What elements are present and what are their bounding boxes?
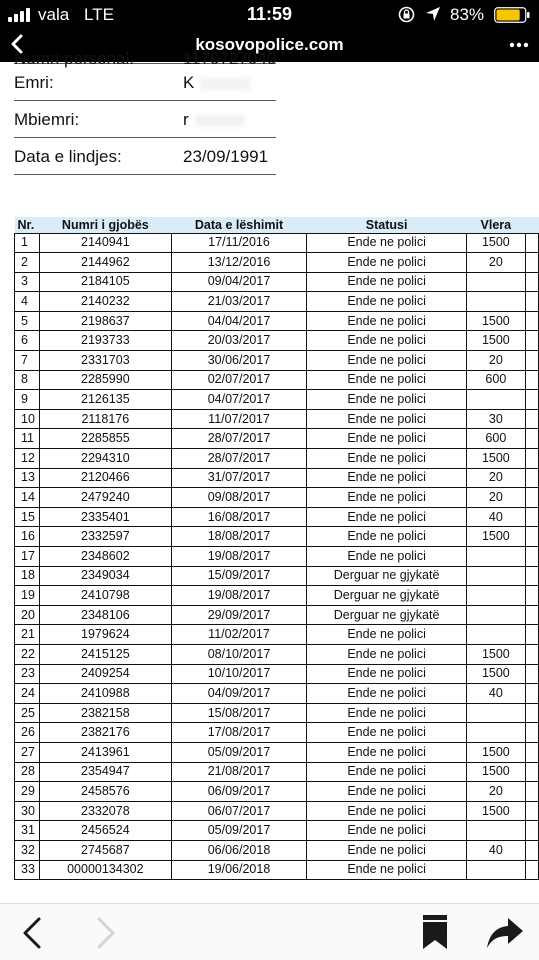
cell-nr: 3	[15, 272, 40, 292]
cell-status: Ende ne polici	[307, 840, 467, 860]
cell-amount	[467, 821, 526, 841]
cell-issue-date: 18/08/2017	[171, 527, 306, 547]
cell-nr: 13	[15, 468, 40, 488]
table-row	[15, 782, 539, 802]
cell-fine-number: 00000134302	[39, 860, 171, 880]
cell-nr: 11	[15, 429, 40, 449]
cell-issue-date: 17/08/2017	[171, 723, 306, 743]
cell-status: Ende ne polici	[307, 723, 467, 743]
birth-date-row	[14, 138, 276, 175]
cell-status: Ende ne polici	[307, 449, 467, 469]
cell-issue-date: 05/09/2017	[171, 821, 306, 841]
cell-amount	[467, 605, 526, 625]
cell-extra	[525, 605, 538, 625]
column-header-amount: Vlera	[467, 217, 526, 233]
cell-status: Ende ne polici	[307, 684, 467, 704]
cell-issue-date: 28/07/2017	[171, 429, 306, 449]
network-type: LTE	[84, 5, 114, 24]
last-name-row	[14, 101, 276, 138]
cell-extra	[525, 762, 538, 782]
table-row	[15, 429, 539, 449]
cell-issue-date: 15/08/2017	[171, 703, 306, 723]
cell-extra	[525, 566, 538, 586]
cell-nr: 12	[15, 449, 40, 469]
table-row	[15, 801, 539, 821]
cell-extra	[525, 840, 538, 860]
cell-extra	[525, 253, 538, 273]
cell-status: Ende ne polici	[307, 331, 467, 351]
cell-amount	[467, 723, 526, 743]
cell-nr: 5	[15, 311, 40, 331]
cell-issue-date: 19/08/2017	[171, 586, 306, 606]
cell-status: Ende ne polici	[307, 429, 467, 449]
bottom-toolbar	[0, 903, 539, 960]
cell-amount: 1500	[467, 311, 526, 331]
cell-issue-date: 04/04/2017	[171, 311, 306, 331]
cell-nr: 25	[15, 703, 40, 723]
cell-amount: 40	[467, 507, 526, 527]
table-row	[15, 488, 539, 508]
cell-fine-number: 2140232	[39, 292, 171, 312]
cell-extra	[525, 409, 538, 429]
cell-fine-number: 2410798	[39, 586, 171, 606]
cell-amount	[467, 860, 526, 880]
table-row	[15, 507, 539, 527]
cell-status: Ende ne polici	[307, 507, 467, 527]
table-row	[15, 566, 539, 586]
cell-status: Ende ne polici	[307, 801, 467, 821]
cell-issue-date: 15/09/2017	[171, 566, 306, 586]
table-row	[15, 860, 539, 880]
personal-number-row	[14, 49, 277, 68]
column-header-extra	[525, 217, 538, 233]
cell-fine-number: 2118176	[39, 409, 171, 429]
column-header-nr: Nr.	[15, 217, 40, 233]
battery-percent: 83%	[450, 5, 485, 24]
cell-issue-date: 31/07/2017	[171, 468, 306, 488]
cell-issue-date: 21/08/2017	[171, 762, 306, 782]
cell-extra	[525, 547, 538, 567]
url-label[interactable]: kosovopolice.com	[195, 35, 344, 54]
cell-amount: 1500	[467, 233, 526, 253]
carrier-name: vala	[38, 5, 70, 24]
cell-fine-number: 2294310	[39, 449, 171, 469]
cell-status: Ende ne polici	[307, 527, 467, 547]
cell-fine-number: 2285855	[39, 429, 171, 449]
rotation-lock-icon	[398, 6, 415, 23]
cell-fine-number: 2140941	[39, 233, 171, 253]
cell-extra	[525, 429, 538, 449]
cell-fine-number: 2409254	[39, 664, 171, 684]
cell-amount	[467, 547, 526, 567]
cell-fine-number: 2354947	[39, 762, 171, 782]
cell-status: Ende ne polici	[307, 742, 467, 762]
cell-extra	[525, 233, 538, 253]
cell-fine-number: 2285990	[39, 370, 171, 390]
battery-icon	[494, 7, 530, 23]
cell-fine-number: 2332597	[39, 527, 171, 547]
cell-issue-date: 06/09/2017	[171, 782, 306, 802]
cell-fine-number: 2458576	[39, 782, 171, 802]
cell-issue-date: 06/06/2018	[171, 840, 306, 860]
cell-status: Ende ne polici	[307, 311, 467, 331]
cell-issue-date: 04/09/2017	[171, 684, 306, 704]
cell-status: Ende ne polici	[307, 351, 467, 371]
first-name-value: K	[183, 73, 250, 93]
cell-status: Ende ne polici	[307, 762, 467, 782]
cell-extra	[525, 370, 538, 390]
table-row	[15, 742, 539, 762]
cell-extra	[525, 331, 538, 351]
cell-extra	[525, 801, 538, 821]
cell-issue-date: 20/03/2017	[171, 331, 306, 351]
cell-extra	[525, 527, 538, 547]
cell-fine-number: 2331703	[39, 351, 171, 371]
cell-status: Ende ne polici	[307, 703, 467, 723]
cell-fine-number: 2348602	[39, 547, 171, 567]
cell-status: Ende ne polici	[307, 625, 467, 645]
cell-amount: 40	[467, 684, 526, 704]
cell-amount: 1500	[467, 644, 526, 664]
cell-amount: 1500	[467, 449, 526, 469]
cell-status: Ende ne polici	[307, 664, 467, 684]
cell-extra	[525, 449, 538, 469]
cell-fine-number: 1979624	[39, 625, 171, 645]
table-row	[15, 762, 539, 782]
cell-amount: 1500	[467, 762, 526, 782]
cell-fine-number: 2415125	[39, 644, 171, 664]
cell-amount	[467, 625, 526, 645]
table-row	[15, 311, 539, 331]
cell-nr: 23	[15, 664, 40, 684]
table-row	[15, 605, 539, 625]
first-name-row	[14, 64, 276, 101]
cell-nr: 17	[15, 547, 40, 567]
cell-amount: 1500	[467, 742, 526, 762]
cell-nr: 31	[15, 821, 40, 841]
cell-issue-date: 30/06/2017	[171, 351, 306, 371]
cell-issue-date: 29/09/2017	[171, 605, 306, 625]
cell-issue-date: 04/07/2017	[171, 390, 306, 410]
personal-number-label: Numri personal:	[14, 49, 134, 68]
cell-fine-number: 2120466	[39, 468, 171, 488]
cell-issue-date: 16/08/2017	[171, 507, 306, 527]
cell-fine-number: 2479240	[39, 488, 171, 508]
cell-extra	[525, 468, 538, 488]
cell-extra	[525, 782, 538, 802]
cell-fine-number: 2349034	[39, 566, 171, 586]
cell-amount: 1500	[467, 801, 526, 821]
table-row	[15, 821, 539, 841]
table-row	[15, 409, 539, 429]
cell-extra	[525, 311, 538, 331]
cell-issue-date: 02/07/2017	[171, 370, 306, 390]
cell-issue-date: 05/09/2017	[171, 742, 306, 762]
fines-table	[14, 217, 539, 880]
cell-amount: 600	[467, 429, 526, 449]
birth-date-label: Data e lindjes:	[14, 147, 122, 166]
cell-status: Ende ne polici	[307, 547, 467, 567]
cell-nr: 4	[15, 292, 40, 312]
cell-nr: 32	[15, 840, 40, 860]
share-arrow-icon[interactable]	[486, 916, 524, 950]
cell-issue-date: 11/07/2017	[171, 409, 306, 429]
cell-amount: 20	[467, 782, 526, 802]
cell-issue-date: 10/10/2017	[171, 664, 306, 684]
cell-issue-date: 17/11/2016	[171, 233, 306, 253]
cell-status: Derguar ne gjykatë	[307, 586, 467, 606]
location-arrow-icon	[425, 6, 441, 22]
cell-amount	[467, 566, 526, 586]
cell-fine-number: 2126135	[39, 390, 171, 410]
cell-amount: 20	[467, 253, 526, 273]
cell-fine-number: 2335401	[39, 507, 171, 527]
cell-extra	[525, 507, 538, 527]
cell-nr: 28	[15, 762, 40, 782]
status-bar	[0, 0, 539, 30]
cell-issue-date: 11/02/2017	[171, 625, 306, 645]
cell-amount	[467, 586, 526, 606]
bookmark-icon[interactable]	[422, 914, 448, 950]
cell-extra	[525, 664, 538, 684]
cell-status: Ende ne polici	[307, 782, 467, 802]
cell-extra	[525, 390, 538, 410]
table-row	[15, 625, 539, 645]
table-row	[15, 703, 539, 723]
cell-status: Ende ne polici	[307, 488, 467, 508]
cell-extra	[525, 586, 538, 606]
table-row	[15, 840, 539, 860]
cell-issue-date: 19/06/2018	[171, 860, 306, 880]
cell-extra	[525, 723, 538, 743]
person-info	[14, 50, 276, 175]
column-header-fine-number: Numri i gjobës	[39, 217, 171, 233]
cell-fine-number: 2193733	[39, 331, 171, 351]
cell-nr: 33	[15, 860, 40, 880]
column-header-issue-date: Data e lëshimit	[171, 217, 306, 233]
table-row	[15, 331, 539, 351]
table-row	[15, 449, 539, 469]
cell-nr: 26	[15, 723, 40, 743]
cell-amount: 20	[467, 468, 526, 488]
cell-amount: 30	[467, 409, 526, 429]
last-name-value: r	[183, 110, 245, 130]
cell-fine-number: 2382158	[39, 703, 171, 723]
cell-fine-number: 2144962	[39, 253, 171, 273]
cell-issue-date: 06/07/2017	[171, 801, 306, 821]
table-row	[15, 468, 539, 488]
table-row	[15, 644, 539, 664]
cell-nr: 18	[15, 566, 40, 586]
cell-nr: 16	[15, 527, 40, 547]
cell-nr: 1	[15, 233, 40, 253]
cell-issue-date: 09/08/2017	[171, 488, 306, 508]
cell-fine-number: 2456524	[39, 821, 171, 841]
cell-issue-date: 28/07/2017	[171, 449, 306, 469]
cell-extra	[525, 703, 538, 723]
cell-nr: 20	[15, 605, 40, 625]
cell-status: Ende ne polici	[307, 821, 467, 841]
cell-nr: 15	[15, 507, 40, 527]
cell-amount	[467, 272, 526, 292]
cell-amount	[467, 703, 526, 723]
cell-extra	[525, 625, 538, 645]
cell-amount: 40	[467, 840, 526, 860]
cell-nr: 21	[15, 625, 40, 645]
cell-nr: 14	[15, 488, 40, 508]
table-row	[15, 292, 539, 312]
cell-status: Ende ne polici	[307, 233, 467, 253]
table-row	[15, 253, 539, 273]
cell-extra	[525, 488, 538, 508]
cell-status: Ende ne polici	[307, 860, 467, 880]
cell-amount: 20	[467, 488, 526, 508]
cell-nr: 8	[15, 370, 40, 390]
cell-nr: 24	[15, 684, 40, 704]
cell-fine-number: 2382176	[39, 723, 171, 743]
cell-amount: 20	[467, 351, 526, 371]
cell-amount	[467, 292, 526, 312]
cell-amount: 600	[467, 370, 526, 390]
table-row	[15, 684, 539, 704]
cell-fine-number: 2348106	[39, 605, 171, 625]
cell-extra	[525, 860, 538, 880]
table-row	[15, 390, 539, 410]
chevron-left-icon[interactable]	[20, 916, 44, 950]
cell-status: Ende ne polici	[307, 292, 467, 312]
cell-amount	[467, 390, 526, 410]
cell-nr: 30	[15, 801, 40, 821]
cell-extra	[525, 644, 538, 664]
cell-extra	[525, 684, 538, 704]
cell-extra	[525, 292, 538, 312]
status-time: 11:59	[246, 4, 293, 24]
cell-nr: 22	[15, 644, 40, 664]
personal-number-value: 1179727040	[183, 49, 277, 68]
chevron-right-icon[interactable]	[94, 916, 118, 950]
table-row	[15, 370, 539, 390]
cell-status: Ende ne polici	[307, 468, 467, 488]
first-name-label: Emri:	[14, 73, 54, 92]
cell-status: Ende ne polici	[307, 370, 467, 390]
cell-fine-number: 2198637	[39, 311, 171, 331]
column-header-status: Statusi	[307, 217, 467, 233]
cell-issue-date: 21/03/2017	[171, 292, 306, 312]
cell-extra	[525, 742, 538, 762]
cell-nr: 10	[15, 409, 40, 429]
cell-extra	[525, 351, 538, 371]
cell-amount: 1500	[467, 331, 526, 351]
table-row	[15, 547, 539, 567]
birth-date-value: 23/09/1991	[183, 147, 269, 166]
cell-fine-number: 2184105	[39, 272, 171, 292]
cell-amount: 1500	[467, 527, 526, 547]
more-dots-icon[interactable]	[508, 34, 530, 54]
cell-status: Derguar ne gjykatë	[307, 605, 467, 625]
cell-status: Ende ne polici	[307, 390, 467, 410]
table-row	[15, 723, 539, 743]
cell-amount: 1500	[467, 664, 526, 684]
last-name-label: Mbiemri:	[14, 110, 80, 129]
fines-table-body	[15, 233, 539, 880]
cell-fine-number: 2745687	[39, 840, 171, 860]
cell-fine-number: 2332078	[39, 801, 171, 821]
cell-nr: 29	[15, 782, 40, 802]
cell-nr: 6	[15, 331, 40, 351]
cell-status: Derguar ne gjykatë	[307, 566, 467, 586]
table-row	[15, 586, 539, 606]
cell-issue-date: 08/10/2017	[171, 644, 306, 664]
cell-nr: 7	[15, 351, 40, 371]
cell-extra	[525, 821, 538, 841]
cell-issue-date: 09/04/2017	[171, 272, 306, 292]
cell-issue-date: 19/08/2017	[171, 547, 306, 567]
cell-nr: 27	[15, 742, 40, 762]
cell-fine-number: 2410988	[39, 684, 171, 704]
table-row	[15, 233, 539, 253]
cell-nr: 9	[15, 390, 40, 410]
cell-status: Ende ne polici	[307, 644, 467, 664]
cell-status: Ende ne polici	[307, 272, 467, 292]
table-row	[15, 272, 539, 292]
table-row	[15, 664, 539, 684]
table-row	[15, 527, 539, 547]
cell-fine-number: 2413961	[39, 742, 171, 762]
cell-status: Ende ne polici	[307, 253, 467, 273]
cell-status: Ende ne polici	[307, 409, 467, 429]
cell-nr: 19	[15, 586, 40, 606]
table-row	[15, 351, 539, 371]
cell-nr: 2	[15, 253, 40, 273]
cell-extra	[525, 272, 538, 292]
cell-issue-date: 13/12/2016	[171, 253, 306, 273]
table-header	[15, 217, 539, 233]
